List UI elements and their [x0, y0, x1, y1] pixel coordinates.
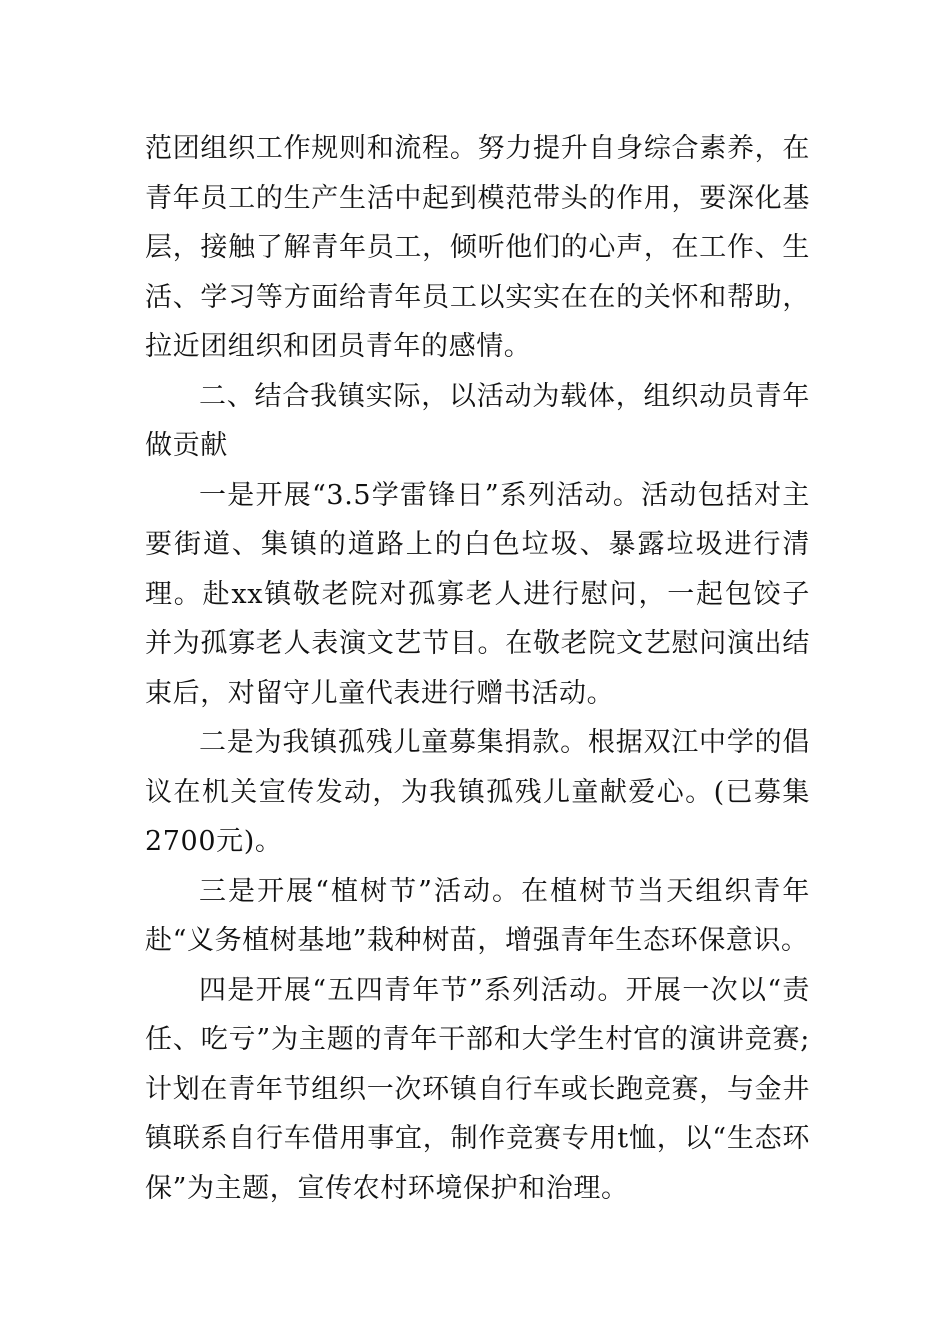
paragraph-activity-1: 一是开展“3.5学雷锋日”系列活动。活动包括对主要街道、集镇的道路上的白色垃圾、暴露垃圾进行清理。赴xx镇敬老院对孤寡老人进行慰问，一起包饺子并为孤寡老人表演文艺节目。在敬老院文艺慰问演出结束后，对留守儿童代表进行赠书活动。: [145, 479, 810, 709]
paragraph-activity-2: 二是为我镇孤残儿童募集捐款。根据双江中学的倡议在机关宣传发动，为我镇孤残儿童献爱心。(已募集2700元)。: [145, 727, 810, 857]
paragraph-continuation: 范团组织工作规则和流程。努力提升自身综合素养，在青年员工的生产生活中起到模范带头的作用，要深化基层，接触了解青年员工，倾听他们的心声，在工作、生活、学习等方面给青年员工以实实在在的关怀和帮助，拉近团组织和团员青年的感情。: [145, 133, 810, 362]
paragraph-activity-3: 三是开展“植树节”活动。在植树节当天组织青年赴“义务植树基地”栽种树苗，增强青年生态环保意识。: [145, 875, 810, 956]
paragraph-activity-4: 四是开展“五四青年节”系列活动。开展一次以“责任、吃亏”为主题的青年干部和大学生村官的演讲竞赛;计划在青年节组织一次环镇自行车或长跑竞赛，与金井镇联系自行车借用事宜，制作竞赛专用t恤，以“生态环保”为主题，宣传农村环境保护和治理。: [145, 974, 810, 1204]
section-heading: 二、结合我镇实际，以活动为载体，组织动员青年做贡献: [145, 380, 810, 461]
document-body: [145, 124, 810, 1213]
